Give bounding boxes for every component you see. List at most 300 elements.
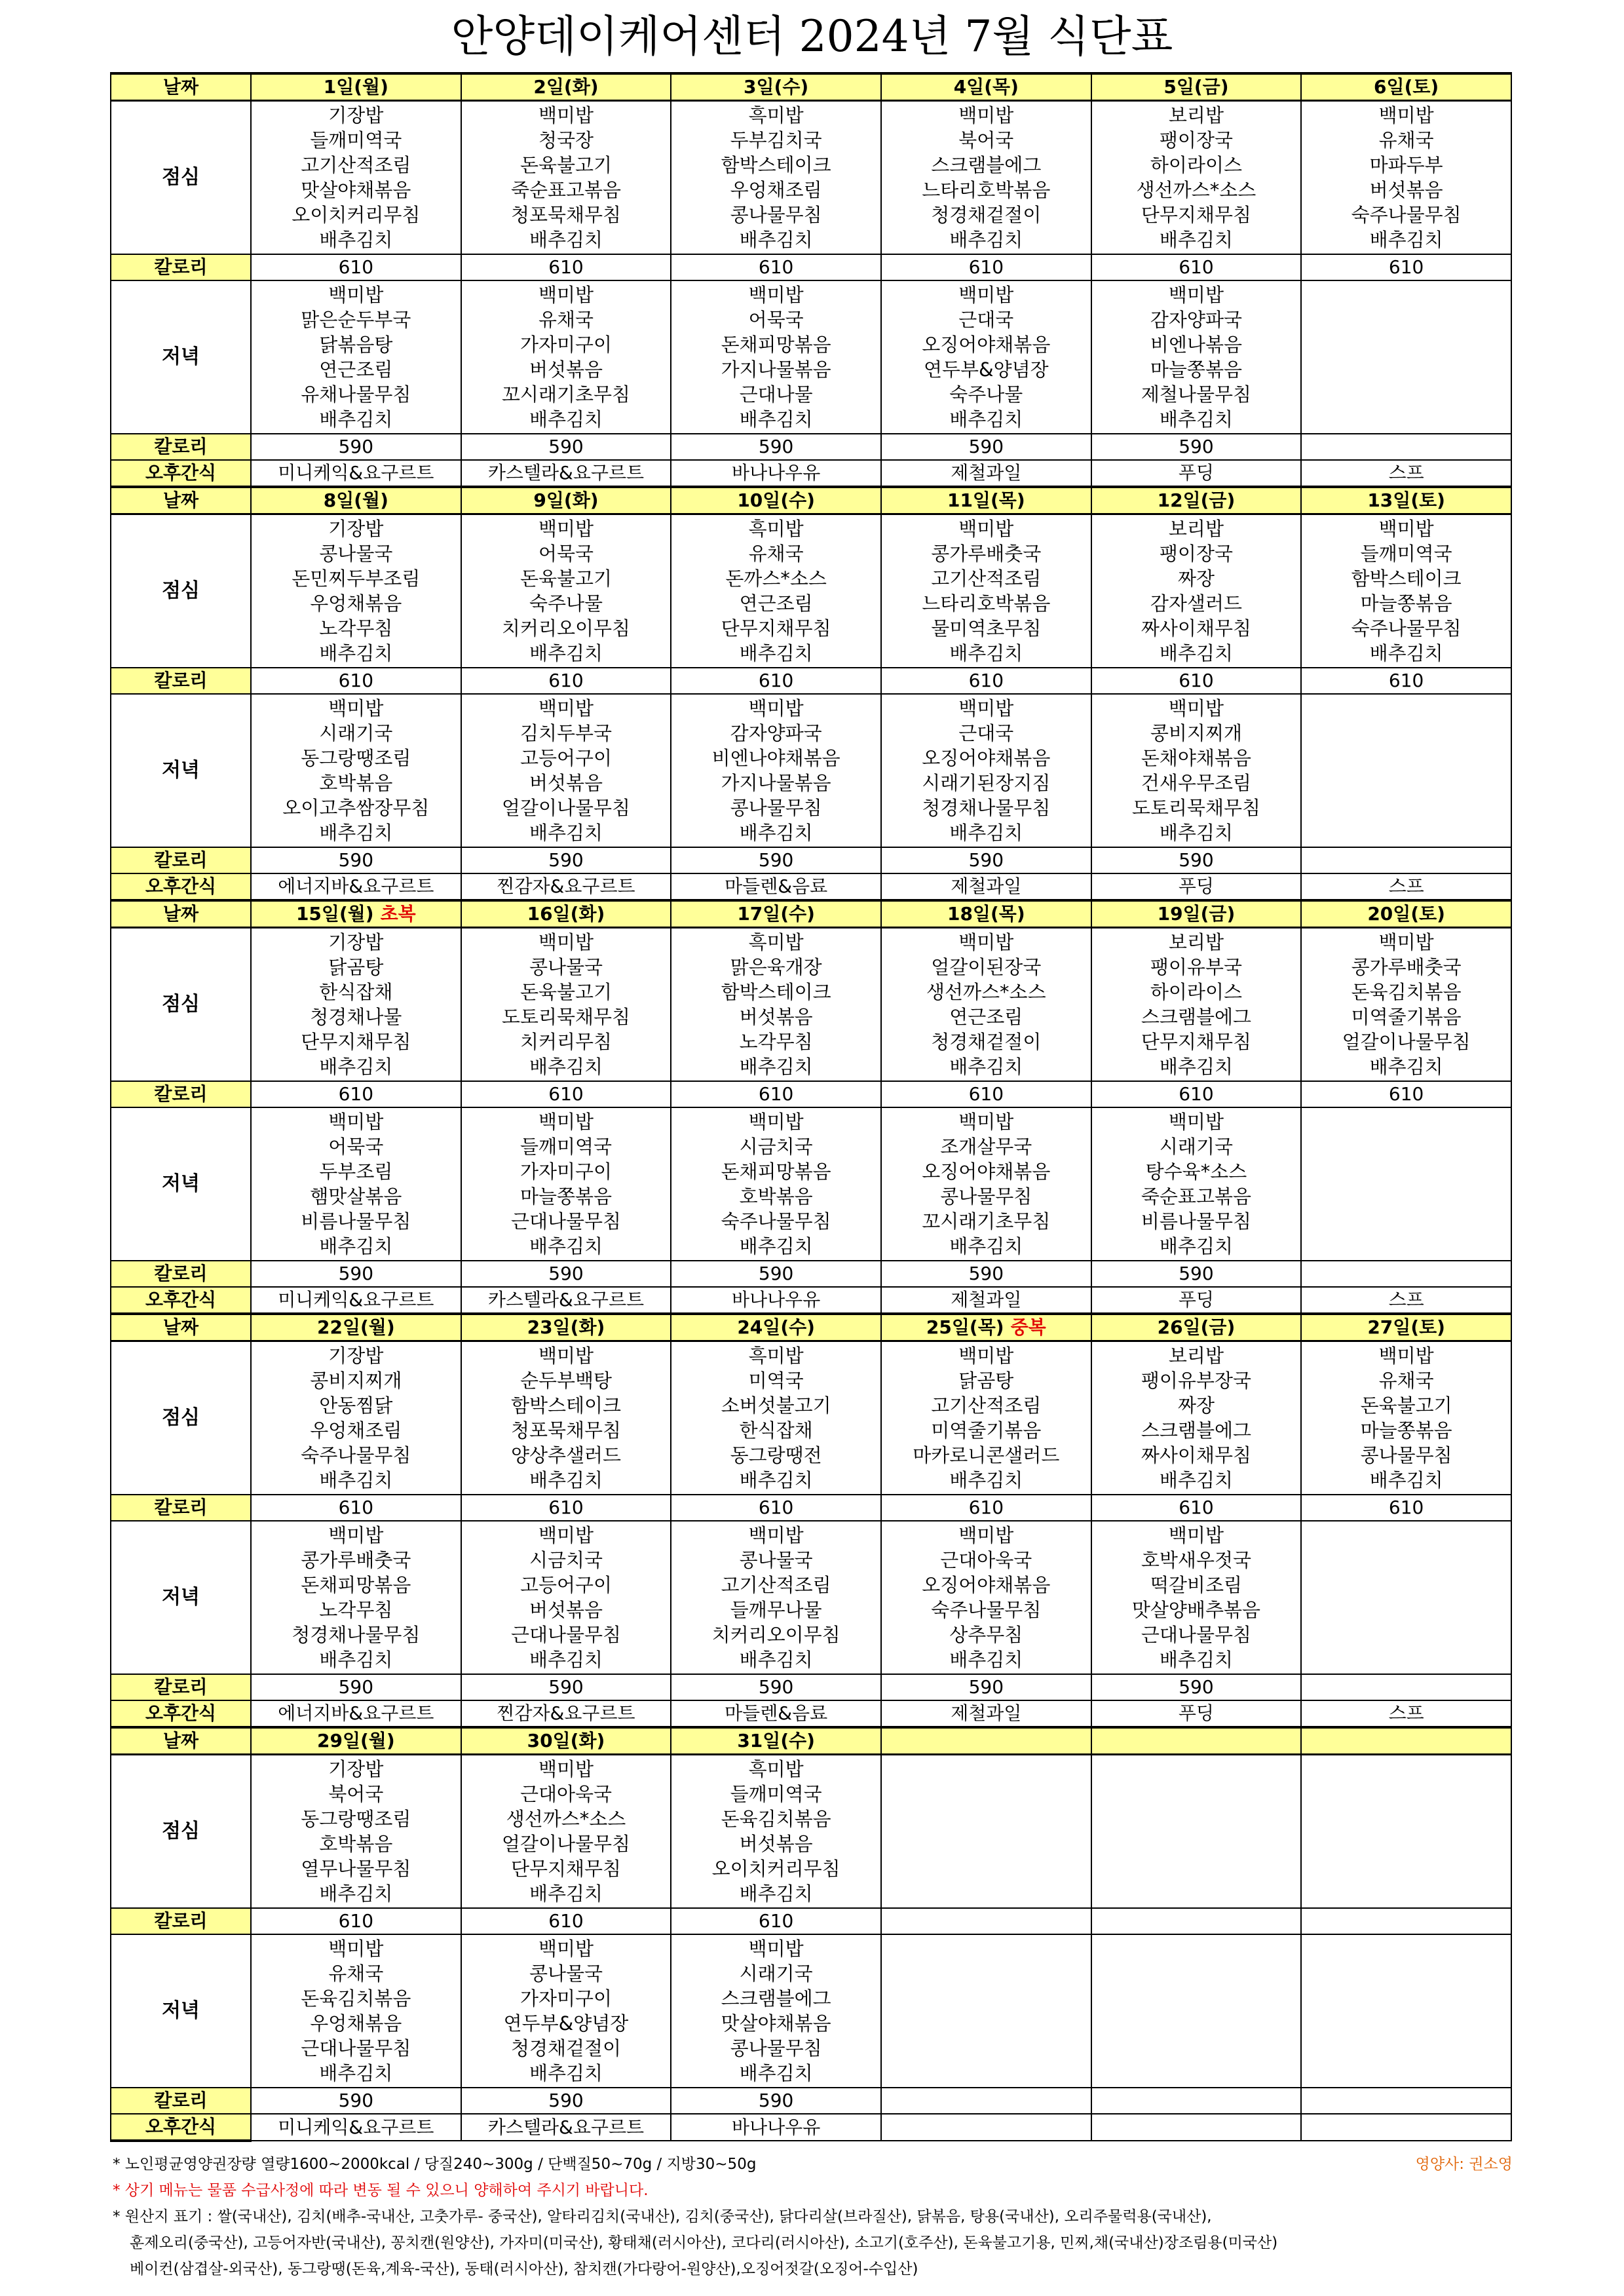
dinner-cell [671, 280, 881, 434]
menu-item: 백미밥 [958, 697, 1014, 719]
menu-item: 배추김치 [529, 229, 603, 251]
menu-item: 기장밥 [328, 1758, 384, 1780]
menu-item: 마늘쫑볶음 [1360, 592, 1452, 615]
calorie-value: 590 [461, 1261, 671, 1287]
date-cell [461, 487, 671, 514]
menu-item: 돈채피망볶음 [721, 334, 831, 356]
menu-item: 스크램블에그 [1141, 1419, 1251, 1442]
menu-item: 백미밥 [958, 518, 1014, 540]
menu-item: 시래기국 [739, 1962, 813, 1985]
dinner-cell [251, 1107, 461, 1261]
menu-item: 배추김치 [949, 408, 1023, 430]
menu-item: 조개살무국 [940, 1136, 1032, 1158]
calorie-value [1301, 1908, 1511, 1934]
menu-item: 열무나물무침 [301, 1858, 411, 1880]
lunch-cell [671, 1341, 881, 1495]
calorie-value: 610 [881, 1495, 1091, 1521]
date-text: 10일(수) [737, 489, 815, 511]
date-cell [251, 1727, 461, 1755]
menu-item: 들깨미역국 [310, 129, 402, 151]
calorie-value: 590 [251, 1261, 461, 1287]
menu-item: 버섯볶음 [739, 1006, 813, 1028]
menu-item: 배추김치 [739, 1649, 813, 1671]
menu-item: 닭곰탕 [328, 956, 384, 978]
date-cell [881, 1727, 1091, 1755]
menu-item: 미역국 [748, 1369, 804, 1392]
menu-item: 들깨무나물 [730, 1599, 822, 1621]
menu-item: 유채국 [1378, 129, 1434, 151]
menu-item: 햄맛살볶음 [310, 1185, 402, 1208]
menu-item: 연두부&양념장 [503, 2012, 629, 2035]
menu-item: 우엉채볶음 [310, 592, 402, 615]
menu-item: 콩나물무침 [1360, 1444, 1452, 1466]
dinner-cell [881, 280, 1091, 434]
menu-item: 배추김치 [949, 822, 1023, 844]
calorie-value: 590 [461, 2088, 671, 2114]
calorie-label: 칼로리 [111, 254, 251, 280]
dinner-cell [671, 1107, 881, 1261]
menu-item: 배추김치 [949, 1235, 1023, 1257]
menu-item: 백미밥 [328, 1938, 384, 1960]
menu-item: 콩나물국 [739, 1549, 813, 1571]
menu-item: 연두부&양념장 [923, 358, 1049, 381]
menu-item: 짜사이채무침 [1141, 1444, 1251, 1466]
menu-item: 콩가루배춧국 [301, 1549, 411, 1571]
lunch-cell [251, 101, 461, 255]
menu-item: 유채국 [328, 1962, 384, 1985]
date-text: 9일(화) [533, 489, 599, 511]
menu-item: 도토리묵채무침 [1131, 797, 1260, 819]
calorie-value [1301, 1261, 1511, 1287]
calorie-value: 610 [1301, 1081, 1511, 1107]
dinner-cell [461, 1107, 671, 1261]
date-cell [251, 1314, 461, 1341]
menu-item: 숙주나물무침 [1351, 617, 1462, 640]
dinner-cell [461, 1934, 671, 2088]
dinner-cell [1301, 1107, 1511, 1261]
lunch-label: 점심 [111, 101, 251, 255]
calorie-value [1301, 434, 1511, 460]
menu-item: 생선까스*소스 [506, 1808, 626, 1830]
calorie-value: 610 [251, 668, 461, 694]
lunch-calorie-row [111, 1495, 1511, 1521]
menu-item: 보리밥 [1168, 518, 1224, 540]
menu-item: 청경채겉절이 [931, 204, 1042, 226]
menu-item: 숙주나물 [949, 383, 1023, 406]
calorie-value: 610 [461, 1495, 671, 1521]
date-text: 30일(화) [527, 1730, 605, 1751]
menu-item: 배추김치 [1369, 1469, 1443, 1491]
date-text: 27일(토) [1367, 1316, 1445, 1338]
snack-cell: 에너지바&요구르트 [251, 873, 461, 900]
date-text: 19일(금) [1157, 903, 1236, 925]
snack-cell: 카스텔라&요구르트 [461, 2114, 671, 2141]
menu-item: 유채국 [538, 309, 594, 331]
date-row [111, 1727, 1511, 1755]
menu-item: 배추김치 [319, 1235, 393, 1257]
menu-item: 근대나물 [739, 383, 813, 406]
lunch-cell [1091, 1341, 1302, 1495]
menu-item: 배추김치 [1159, 1235, 1233, 1257]
menu-item: 양상추샐러드 [510, 1444, 622, 1466]
menu-item: 상추무침 [949, 1624, 1023, 1646]
menu-item: 들깨미역국 [730, 1783, 822, 1805]
menu-item: 배추김치 [739, 229, 813, 251]
date-cell [1301, 1314, 1511, 1341]
menu-item: 느타리호박볶음 [922, 179, 1051, 201]
menu-item: 백미밥 [328, 1524, 384, 1546]
menu-item: 백미밥 [748, 697, 804, 719]
menu-item: 고기산적조림 [931, 567, 1042, 590]
menu-item: 백미밥 [958, 1345, 1014, 1367]
date-text: 24일(수) [737, 1316, 815, 1338]
menu-item: 오징어야채볶음 [922, 1574, 1051, 1596]
lunch-label: 점심 [111, 1755, 251, 1909]
date-cell [1301, 1727, 1511, 1755]
menu-item: 콩비지찌개 [1150, 722, 1242, 744]
menu-item: 돈육불고기 [519, 567, 613, 590]
menu-item: 단무지채무침 [1141, 1031, 1251, 1053]
date-cell [461, 1314, 671, 1341]
menu-item: 북어국 [328, 1783, 384, 1805]
date-cell [671, 900, 881, 928]
date-cell [671, 487, 881, 514]
menu-item: 동그랑땡전 [730, 1444, 822, 1466]
calorie-value: 610 [1301, 668, 1511, 694]
date-text: 17일(수) [737, 903, 815, 925]
menu-item: 도토리묵채무침 [501, 1006, 631, 1028]
dinner-calorie-row [111, 1261, 1511, 1287]
date-text: 3일(수) [744, 76, 809, 98]
menu-item: 팽이유부국 [1150, 956, 1242, 978]
menu-item: 오이치커리무침 [292, 204, 421, 226]
menu-item: 얼갈이나물무침 [501, 797, 631, 819]
dinner-cell [461, 280, 671, 434]
snack-cell: 마들렌&음료 [671, 1700, 881, 1727]
menu-item: 시래기국 [1159, 1136, 1233, 1158]
menu-item: 돈민찌두부조림 [292, 567, 421, 590]
menu-item: 배추김치 [529, 1235, 603, 1257]
menu-item: 배추김치 [1369, 1056, 1443, 1078]
menu-item: 죽순표고볶음 [1141, 1185, 1251, 1208]
menu-item: 근대아욱국 [940, 1549, 1032, 1571]
lunch-cell [251, 1341, 461, 1495]
date-cell [881, 487, 1091, 514]
calorie-value: 610 [251, 254, 461, 280]
date-row [111, 900, 1511, 928]
menu-item: 숙주나물무침 [1351, 204, 1462, 226]
menu-item: 백미밥 [1168, 697, 1224, 719]
menu-item: 어묵국 [748, 309, 804, 331]
menu-item: 배추김치 [529, 408, 603, 430]
menu-item: 가자미구이 [519, 334, 613, 356]
date-cell [671, 1727, 881, 1755]
dinner-cell [1091, 694, 1302, 847]
date-row [111, 1314, 1511, 1341]
lunch-row [111, 1755, 1511, 1909]
lunch-cell [1091, 514, 1302, 668]
menu-item: 배추김치 [1159, 642, 1233, 664]
calorie-value: 610 [1091, 1081, 1302, 1107]
menu-item: 돈채야채볶음 [1141, 747, 1251, 769]
menu-item: 백미밥 [1168, 1524, 1224, 1546]
menu-item: 고등어구이 [519, 747, 613, 769]
menu-item: 백미밥 [538, 931, 594, 953]
menu-item: 안동찜닭 [319, 1394, 393, 1417]
snack-cell: 스프 [1301, 1287, 1511, 1314]
menu-item: 배추김치 [529, 1056, 603, 1078]
date-cell [881, 73, 1091, 101]
menu-item: 흑미밥 [748, 1345, 804, 1367]
calorie-value: 590 [881, 1674, 1091, 1700]
dinner-label: 저녁 [111, 694, 251, 847]
menu-item: 오징어야채볶음 [922, 1160, 1051, 1183]
calorie-value: 590 [251, 2088, 461, 2114]
footer-notes [113, 2151, 1515, 2282]
calorie-value: 610 [461, 1081, 671, 1107]
snack-cell: 제철과일 [881, 1287, 1091, 1314]
menu-item: 백미밥 [328, 1111, 384, 1133]
menu-item: 숙주나물무침 [301, 1444, 411, 1466]
menu-item: 얼갈이된장국 [931, 956, 1042, 978]
menu-item: 백미밥 [1378, 931, 1434, 953]
calorie-label: 칼로리 [111, 1674, 251, 1700]
menu-item: 배추김치 [739, 642, 813, 664]
date-cell [1091, 73, 1302, 101]
lunch-cell [671, 1755, 881, 1909]
snack-cell: 제철과일 [881, 1700, 1091, 1727]
menu-item: 보리밥 [1168, 931, 1224, 953]
date-cell [1301, 73, 1511, 101]
menu-item: 마늘쫑볶음 [1150, 358, 1242, 381]
menu-item: 숙주나물 [529, 592, 603, 615]
menu-item: 하이라이스 [1150, 981, 1242, 1003]
menu-item: 동그랑땡조림 [301, 1808, 411, 1830]
dinner-cell [1091, 1521, 1302, 1674]
menu-item: 오징어야채볶음 [922, 334, 1051, 356]
menu-item: 돈까스*소스 [725, 567, 827, 590]
menu-item: 배추김치 [319, 229, 393, 251]
dinner-cell [671, 694, 881, 847]
dinner-cell [1301, 1934, 1511, 2088]
menu-item: 건새우무조림 [1141, 772, 1251, 794]
nutrition-guideline: * 노인평균영양권장량 열량1600~2000kcal / 당질240~300g / 단백질50~70g / 지방30~50g [113, 2156, 757, 2173]
menu-item: 배추김치 [739, 822, 813, 844]
dinner-row [111, 1521, 1511, 1674]
dinner-cell [671, 1521, 881, 1674]
date-cell [881, 1314, 1091, 1341]
snack-label: 오후간식 [111, 873, 251, 900]
snack-row [111, 1287, 1511, 1314]
snack-cell: 카스텔라&요구르트 [461, 460, 671, 487]
date-text: 11일(목) [947, 489, 1025, 511]
calorie-label: 칼로리 [111, 2088, 251, 2114]
menu-item: 호박새우젓국 [1141, 1549, 1251, 1571]
menu-item: 물미역초무침 [931, 617, 1042, 640]
snack-cell [1301, 2114, 1511, 2141]
menu-item: 고기산적조림 [931, 1394, 1042, 1417]
menu-item: 백미밥 [328, 284, 384, 306]
lunch-cell [461, 1341, 671, 1495]
dinner-calorie-row [111, 434, 1511, 460]
dinner-cell [461, 694, 671, 847]
lunch-label: 점심 [111, 928, 251, 1082]
menu-item: 꼬시래기초무침 [501, 383, 631, 406]
snack-row [111, 1700, 1511, 1727]
menu-item: 돈육김치볶음 [1351, 981, 1462, 1003]
menu-item: 버섯볶음 [529, 358, 603, 381]
menu-item: 호박볶음 [319, 1833, 393, 1855]
menu-item: 배추김치 [739, 1235, 813, 1257]
menu-item: 배추김치 [319, 2062, 393, 2084]
menu-item: 배추김치 [529, 1883, 603, 1905]
dinner-cell [251, 1521, 461, 1674]
calorie-value: 610 [671, 1081, 881, 1107]
menu-item: 마파두부 [1369, 154, 1443, 176]
menu-item: 돈육불고기 [1360, 1394, 1452, 1417]
menu-item: 흑미밥 [748, 104, 804, 126]
calorie-value: 610 [251, 1081, 461, 1107]
snack-cell: 푸딩 [1091, 1287, 1302, 1314]
menu-item: 비름나물무침 [1141, 1210, 1251, 1233]
menu-item: 콩나물국 [319, 543, 393, 565]
menu-item: 콩나물무침 [940, 1185, 1032, 1208]
menu-item: 가지나물볶음 [721, 358, 831, 381]
menu-item: 유채나물무침 [301, 383, 411, 406]
calorie-value: 590 [881, 847, 1091, 873]
menu-item: 스크램블에그 [931, 154, 1042, 176]
dinner-cell [251, 694, 461, 847]
dinner-calorie-row [111, 2088, 1511, 2114]
calorie-label: 칼로리 [111, 1495, 251, 1521]
menu-item: 단무지채무침 [721, 617, 831, 640]
snack-cell: 푸딩 [1091, 1700, 1302, 1727]
calorie-value: 610 [1091, 1495, 1302, 1521]
menu-item: 기장밥 [328, 104, 384, 126]
lunch-row [111, 101, 1511, 255]
menu-item: 감자샐러드 [1150, 592, 1242, 615]
menu-item: 근대나물무침 [301, 2037, 411, 2059]
dinner-label: 저녁 [111, 280, 251, 434]
menu-item: 근대국 [958, 309, 1014, 331]
menu-item: 함박스테이크 [1351, 567, 1462, 590]
calorie-value: 590 [461, 847, 671, 873]
menu-item: 배추김치 [319, 1056, 393, 1078]
menu-item: 백미밥 [748, 1524, 804, 1546]
menu-item: 가지나물볶음 [721, 772, 831, 794]
menu-item: 연근조림 [739, 592, 813, 615]
snack-cell: 스프 [1301, 1700, 1511, 1727]
menu-item: 얼갈이나물무침 [501, 1833, 631, 1855]
lunch-cell [251, 928, 461, 1082]
menu-item: 팽이유부장국 [1141, 1369, 1251, 1392]
menu-item: 노각무침 [319, 1599, 393, 1621]
menu-item: 배추김치 [949, 1469, 1023, 1491]
lunch-cell [1301, 514, 1511, 668]
menu-item: 맛살양배추볶음 [1131, 1599, 1260, 1621]
date-text: 18일(목) [947, 903, 1025, 925]
menu-item: 배추김치 [1369, 229, 1443, 251]
origin-label-line-2: 훈제오리(중국산), 고등어자반(국내산), 꽁치캔(원양산), 가자미(미국산), 황태채(러시아산), 코다리(러시아산), 소고기(호주산), 돈육불고기용, 민찌,채(국내산)장조림용(미국산) [130, 2234, 1278, 2251]
lunch-label: 점심 [111, 514, 251, 668]
lunch-calorie-row [111, 254, 1511, 280]
menu-item: 맑은육개장 [730, 956, 822, 978]
dinner-cell [881, 1934, 1091, 2088]
menu-item: 배추김치 [1159, 229, 1233, 251]
menu-item: 백미밥 [958, 104, 1014, 126]
snack-cell [1091, 2114, 1302, 2141]
lunch-cell [881, 1341, 1091, 1495]
calorie-value [1091, 1908, 1302, 1934]
date-text: 26일(금) [1157, 1316, 1236, 1338]
calorie-label: 칼로리 [111, 1908, 251, 1934]
snack-cell: 미니케익&요구르트 [251, 2114, 461, 2141]
menu-item: 근대국 [958, 722, 1014, 744]
date-text: 15일(월) [295, 903, 374, 925]
menu-item: 오이치커리무침 [711, 1858, 840, 1880]
menu-item: 생선까스*소스 [926, 981, 1046, 1003]
menu-item: 백미밥 [538, 1758, 594, 1780]
snack-cell: 미니케익&요구르트 [251, 460, 461, 487]
lunch-cell [1301, 928, 1511, 1082]
date-text: 22일(월) [317, 1316, 395, 1338]
menu-item: 배추김치 [319, 1649, 393, 1671]
menu-item: 팽이장국 [1159, 543, 1233, 565]
menu-item: 배추김치 [1159, 1469, 1233, 1491]
calorie-value: 610 [881, 1081, 1091, 1107]
menu-item: 콩가루배춧국 [1351, 956, 1462, 978]
menu-item: 감자양파국 [730, 722, 822, 744]
menu-item: 비엔나볶음 [1150, 334, 1242, 356]
menu-item: 배추김치 [949, 1056, 1023, 1078]
menu-item: 단무지채무침 [510, 1858, 622, 1880]
calorie-value: 590 [671, 1674, 881, 1700]
date-cell [671, 1314, 881, 1341]
menu-item: 생선까스*소스 [1136, 179, 1256, 201]
calorie-value [881, 2088, 1091, 2114]
menu-item: 백미밥 [538, 518, 594, 540]
lunch-calorie-row [111, 1908, 1511, 1934]
dinner-cell [1301, 1521, 1511, 1674]
menu-item: 두부조림 [319, 1160, 393, 1183]
menu-item: 기장밥 [328, 518, 384, 540]
menu-item: 백미밥 [958, 931, 1014, 953]
lunch-cell [461, 928, 671, 1082]
menu-item: 김치두부국 [519, 722, 613, 744]
date-cell [1301, 900, 1511, 928]
calorie-value: 610 [1301, 1495, 1511, 1521]
snack-cell: 바나나우유 [671, 460, 881, 487]
lunch-cell [881, 1755, 1091, 1909]
lunch-cell [1301, 1755, 1511, 1909]
menu-item: 흑미밥 [748, 1758, 804, 1780]
date-label: 날짜 [111, 1727, 251, 1755]
date-text: 16일(화) [527, 903, 605, 925]
menu-item: 버섯볶음 [529, 772, 603, 794]
calorie-value: 590 [881, 434, 1091, 460]
menu-item: 백미밥 [1378, 518, 1434, 540]
dinner-row [111, 280, 1511, 434]
menu-item: 하이라이스 [1150, 154, 1242, 176]
calorie-value: 590 [461, 434, 671, 460]
menu-item: 함박스테이크 [721, 981, 831, 1003]
lunch-cell [671, 928, 881, 1082]
calorie-value: 590 [671, 434, 881, 460]
menu-item: 청경채나물무침 [292, 1624, 421, 1646]
menu-item: 얼갈이나물무침 [1342, 1031, 1471, 1053]
menu-item: 배추김치 [949, 642, 1023, 664]
date-text: 31일(수) [737, 1730, 815, 1751]
